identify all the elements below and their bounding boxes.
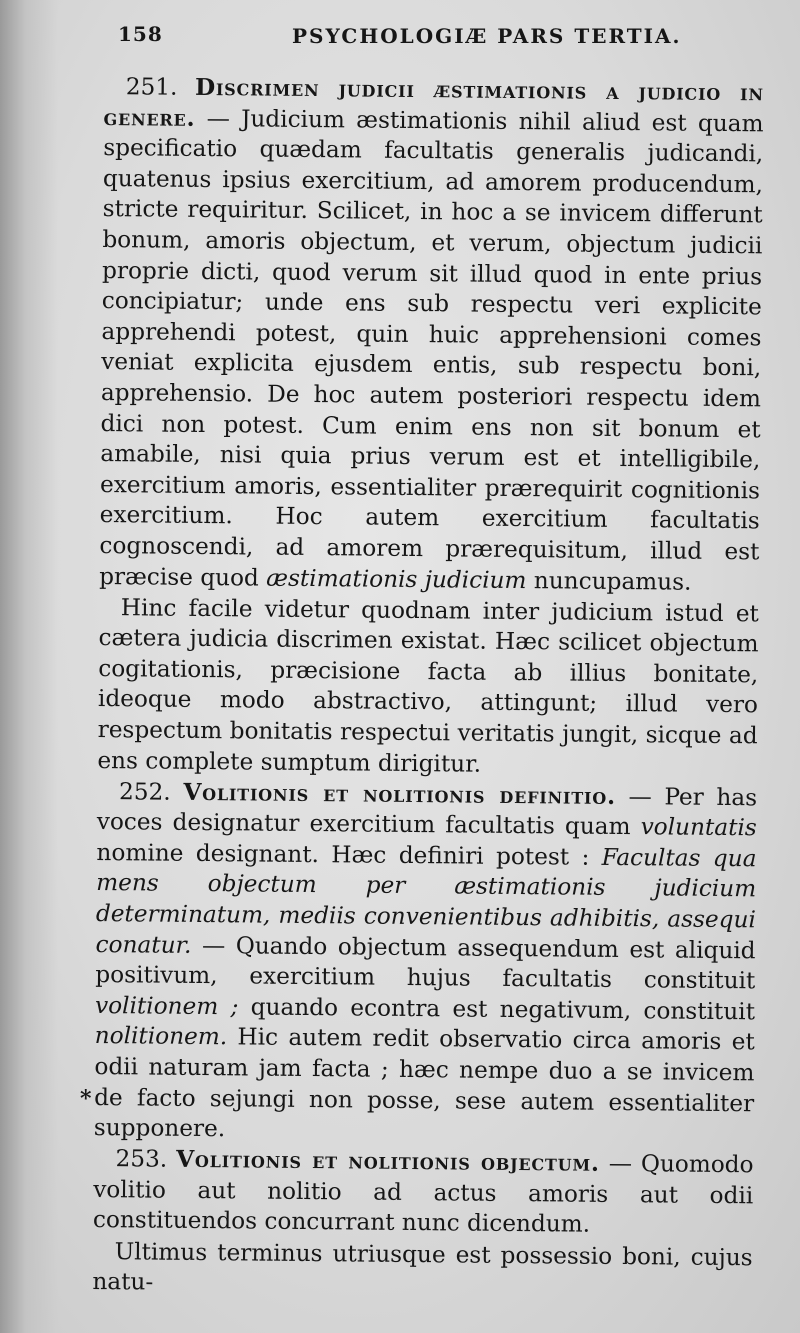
- paragraph-253-continued: [92, 1237, 753, 1305]
- section-heading: Volitionis et nolitionis objectum.: [176, 1146, 600, 1178]
- paragraph-text: nuncupamus.: [526, 566, 692, 596]
- heading-dash: —: [195, 104, 242, 132]
- running-title: PSYCHOLOGIÆ PARS TERTIA.: [292, 24, 682, 48]
- paragraph-text: — Quando objectum assequendum est aliquid positivum, exercitium hujus facultatis constituit: [95, 931, 756, 995]
- paragraph-text: nomine designant. Hæc definiri potest :: [96, 838, 602, 871]
- paragraph-text: Hinc facile videtur quodnam inter judicium istud et cætera judicia discrimen existat. Hæc scilicet objectum cogitationis, præcisione facta ab illius bonitate, ideoque modo abstractivo, attingunt; illud vero respectum bonitatis respectui veritatis jungit, sicque ad ens complete sumptum dirigitur.: [97, 593, 759, 778]
- page-gutter-shadow: [0, 0, 58, 1333]
- section-number: 253.: [115, 1145, 168, 1173]
- page-number: 158: [118, 22, 163, 46]
- paragraph-251-continued: [97, 593, 759, 783]
- paragraph-253: [93, 1144, 754, 1242]
- heading-dash: —: [615, 782, 665, 811]
- paragraph-252: [94, 777, 757, 1150]
- italic-definition: Facultas qua mens objectum per æstimationis judicium determinatum, mediis convenientibus adhibitis, assequi conatur.: [95, 843, 757, 959]
- page-header: [118, 18, 760, 54]
- page-body: [92, 72, 764, 1304]
- paragraph-text: Quomodo volitio aut nolitio ad actus amoris aut odii constituendos concurrant nunc dicendum.: [92, 1150, 754, 1239]
- heading-dash: —: [599, 1150, 642, 1178]
- margin-mark: *: [80, 1086, 92, 1112]
- paragraph-text: Per has voces designatur exercitium facultatis quam: [96, 783, 758, 841]
- italic-term: nolitionem.: [94, 1022, 228, 1051]
- section-heading: Volitionis et nolitionis definitio.: [183, 778, 617, 810]
- section-number: 251.: [125, 73, 178, 101]
- section-heading: Discrimen judicii æstimationis a judicio in genere.: [103, 73, 764, 132]
- paragraph-text: Hic autem redit observatio circa amoris et odii naturam jam facta ; hæc nempe duo a se invicem de facto sejungi non posse, sese autem essentialiter supponere.: [93, 1023, 755, 1143]
- paragraph-text: quando econtra est negativum, constituit: [238, 993, 756, 1026]
- italic-term: æstimationis judicium: [266, 564, 527, 594]
- italic-term: volitionem ;: [94, 991, 239, 1021]
- italic-term: voluntatis: [640, 813, 757, 842]
- paragraph-text: Judicium æstimationis nihil aliud est quam specificatio quædam facultatis generalis judicandi, quatenus ipsius exercitium, ad amorem producendum, stricte requiritur. Scilicet, in hoc a se invicem differunt bonum, amoris objectum, et verum, objectum judicii proprie dicti, quod verum sit illud quod in ente prius concipiatur; unde ens sub respectu veri explicite apprehendi potest, quin huic apprehensioni comes veniat explicita ejusdem entis, sub respectu boni, apprehensio. De hoc autem posteriori respectu idem dici non potest. Cum enim ens non sit bonum et amabile, nisi quia prius verum est et intelligibile, exercitium amoris, essentialiter prærequirit cognitionis exercitium. Hoc autem exercitium facultatis cognoscendi, ad amorem prærequisitum, illud est præcise quod: [99, 104, 764, 592]
- paragraph-text: Ultimus terminus utriusque est possessio boni, cujus natu-: [92, 1237, 753, 1296]
- paragraph-251: [99, 72, 764, 598]
- section-number: 252.: [118, 777, 171, 806]
